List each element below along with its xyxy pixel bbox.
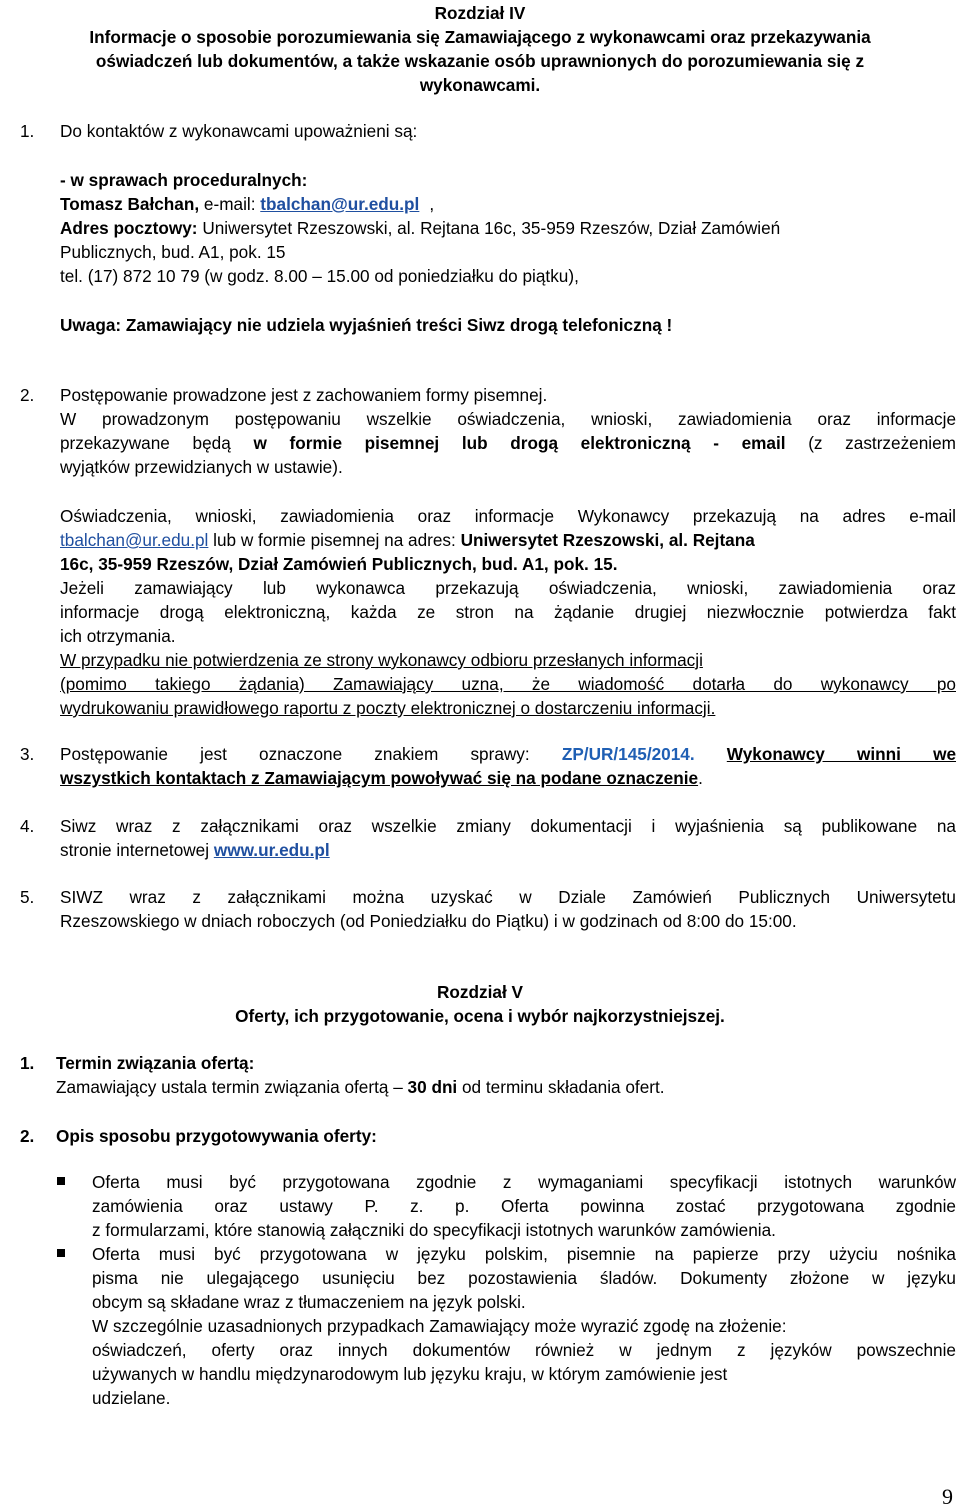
- procedural-label: - w sprawach proceduralnych:: [60, 170, 308, 190]
- chapter-4-subtitle-line-1: Informacje o sposobie porozumiewania się Zamawiającego z wykonawcami oraz przekazywania: [89, 27, 871, 47]
- bullet-2-line-2: pisma nie ulegającego usunięciu bez pozostawienia śladów. Dokumenty złożone w języku: [92, 1268, 956, 1288]
- point-1-intro: Do kontaktów z wykonawcami upoważnieni są:: [60, 121, 418, 141]
- point-3-line-2: [60, 766, 956, 790]
- point-2-line-8: Jeżeli zamawiający lub wykonawca przekazują oświadczenia, wnioski, zawiadomienia oraz: [60, 578, 956, 598]
- contact-person-name: Tomasz Bałchan,: [60, 194, 200, 214]
- point-5-number: 5.: [20, 887, 35, 907]
- contact-email-link[interactable]: tbalchan@ur.edu.pl: [260, 194, 420, 214]
- point-1-number: 1.: [20, 121, 35, 141]
- point-2-line-3: [60, 431, 956, 455]
- point-2-line-12: (pomimo takiego żądania) Zamawiający uzna, że wiadomość dotarła do wykonawcy po: [60, 674, 956, 694]
- point-2-line-11: W przypadku nie potwierdzenia ze strony wykonawcy odbioru przesłanych informacji: [60, 650, 703, 670]
- point-2-number: 2.: [20, 385, 35, 405]
- bullet-2-line-1: Oferta musi być przygotowana w języku polskim, pisemnie na papierze przy użyciu nośnika: [92, 1244, 956, 1264]
- address-label: Adres pocztowy:: [60, 218, 198, 238]
- chapter-5-subtitle: Oferty, ich przygotowanie, ocena i wybór najkorzystniejszej.: [235, 1006, 725, 1026]
- point-5-line-2: Rzeszowskiego w dniach roboczych (od Poniedziałku do Piątku) i w godzinach od 8:00 do 15:00.: [60, 911, 797, 931]
- s1-text-c: od terminu składania ofert.: [462, 1077, 665, 1097]
- point-4-line-2: [60, 838, 956, 862]
- bullet-2-line-7: udzielane.: [92, 1388, 171, 1408]
- bullet-2-line-4: W szczególnie uzasadnionych przypadkach Zamawiający może wyrazić zgodę na złożenie:: [92, 1316, 787, 1336]
- p4-l2-text: stronie internetowej: [60, 840, 210, 860]
- p2-l3-bold: w formie pisemnej lub drogą elektroniczną - email: [253, 433, 786, 453]
- p2-l6-c: Uniwersytet Rzeszowski, al. Rejtana: [460, 530, 755, 550]
- address-text-1: Uniwersytet Rzeszowski, al. Rejtana 16c, 35-959 Rzeszów, Dział Zamówień: [202, 218, 781, 238]
- point-2-line-7: 16c, 35-959 Rzeszów, Dział Zamówień Publicznych, bud. A1, pok. 15.: [60, 554, 618, 574]
- p2-email-link[interactable]: tbalchan@ur.edu.pl: [60, 530, 209, 550]
- section-1-number: 1.: [20, 1053, 35, 1073]
- point-2-line-9: informacje drogą elektroniczną, każda ze stron na żądanie drugiej niezwłocznie potwierdza fakt: [60, 602, 956, 622]
- address-line-1: [60, 216, 956, 240]
- chapter-5-title: Rozdział V: [437, 982, 523, 1002]
- s1-text-a: Zamawiający ustala termin związania ofertą –: [56, 1077, 403, 1097]
- point-2-line-1: Postępowanie prowadzone jest z zachowaniem formy pisemnej.: [60, 385, 548, 405]
- bullet-2-line-6: używanych w handlu międzynarodowym lub języku kraju, w którym zamówienie jest: [92, 1364, 728, 1384]
- warning-note: Uwaga: Zamawiający nie udziela wyjaśnień treści Siwz drogą telefoniczną !: [60, 315, 673, 335]
- chapter-4-title: Rozdział IV: [434, 3, 526, 23]
- comma: ,: [429, 194, 435, 214]
- bullet-2-line-5: oświadczeń, oferty oraz innych dokumentów również w jednym z języków powszechnie: [92, 1340, 956, 1360]
- bullet-2-line-3: obcym są składane wraz z tłumaczeniem na język polski.: [92, 1292, 526, 1312]
- chapter-4-subtitle-line-2: oświadczeń lub dokumentów, a także wskazanie osób uprawnionych do porozumiewania się z: [95, 51, 865, 71]
- section-1-text: [56, 1075, 665, 1099]
- point-2-line-13: wydrukowaniu prawidłowego raportu z poczty elektronicznej o dostarczeniu informacji.: [60, 698, 716, 718]
- bullet-1-line-3: z formularzami, które stanowią załączniki do specyfikacji istotnych warunków zamówienia.: [92, 1220, 776, 1240]
- address-line-2: Publicznych, bud. A1, pok. 15: [60, 242, 286, 262]
- bullet-1-line-2: zamówienia oraz ustawy P. z. p. Oferta powinna zostać przygotowana zgodnie: [92, 1196, 956, 1216]
- page-number: 9: [942, 1484, 953, 1509]
- point-2-line-6: [60, 528, 956, 552]
- point-3-number: 3.: [20, 744, 35, 764]
- point-2-line-2: W prowadzonym postępowaniu wszelkie oświadczenia, wnioski, zawiadomienia oraz informacje: [60, 409, 956, 429]
- p3-l1-c: Wykonawcy winni we: [726, 744, 957, 764]
- p3-l1-a: Postępowanie jest oznaczone znakiem sprawy:: [60, 744, 530, 764]
- case-reference-code: ZP/UR/145/2014.: [561, 744, 695, 764]
- chapter-4-subtitle-line-3: wykonawcami.: [419, 75, 541, 95]
- section-1-heading: Termin związania ofertą:: [56, 1053, 255, 1073]
- point-2-line-5: Oświadczenia, wnioski, zawiadomienia oraz informacje Wykonawcy przekazują na adres e-mail: [60, 506, 956, 526]
- point-2-line-4: wyjątków przewidzianych w ustawie).: [60, 457, 343, 477]
- contact-person-line: [60, 192, 956, 216]
- point-2-line-10: ich otrzymania.: [60, 626, 176, 646]
- website-link[interactable]: www.ur.edu.pl: [213, 840, 330, 860]
- bullet-square-icon: [57, 1249, 65, 1257]
- bullet-square-icon: [57, 1177, 65, 1185]
- phone-line: tel. (17) 872 10 79 (w godz. 8.00 – 15.00 od poniedziałku do piątku),: [60, 266, 579, 286]
- email-label: e-mail:: [203, 194, 256, 214]
- p2-l3-c: (z zastrzeżeniem: [808, 433, 956, 453]
- p3-l2-dot: .: [698, 768, 703, 788]
- s1-text-bold: 30 dni: [407, 1077, 458, 1097]
- bullet-1-line-1: Oferta musi być przygotowana zgodnie z wymaganiami specyfikacji istotnych warunków: [92, 1172, 956, 1192]
- section-2-number: 2.: [20, 1126, 35, 1146]
- section-2-heading: Opis sposobu przygotowywania oferty:: [56, 1126, 377, 1146]
- point-5-line-1: SIWZ wraz z załącznikami można uzyskać w Dziale Zamówień Publicznych Uniwersytetu: [60, 887, 956, 907]
- p2-l6-b: lub w formie pisemnej na adres:: [213, 530, 456, 550]
- point-3-line-1: [60, 742, 956, 766]
- point-4-number: 4.: [20, 816, 35, 836]
- p3-l2-bold: wszystkich kontaktach z Zamawiającym powoływać się na podane oznaczenie: [60, 768, 699, 788]
- point-4-line-1: Siwz wraz z załącznikami oraz wszelkie zmiany dokumentacji i wyjaśnienia są publikowane na: [60, 816, 956, 836]
- p2-l3-a: przekazywane będą: [60, 433, 231, 453]
